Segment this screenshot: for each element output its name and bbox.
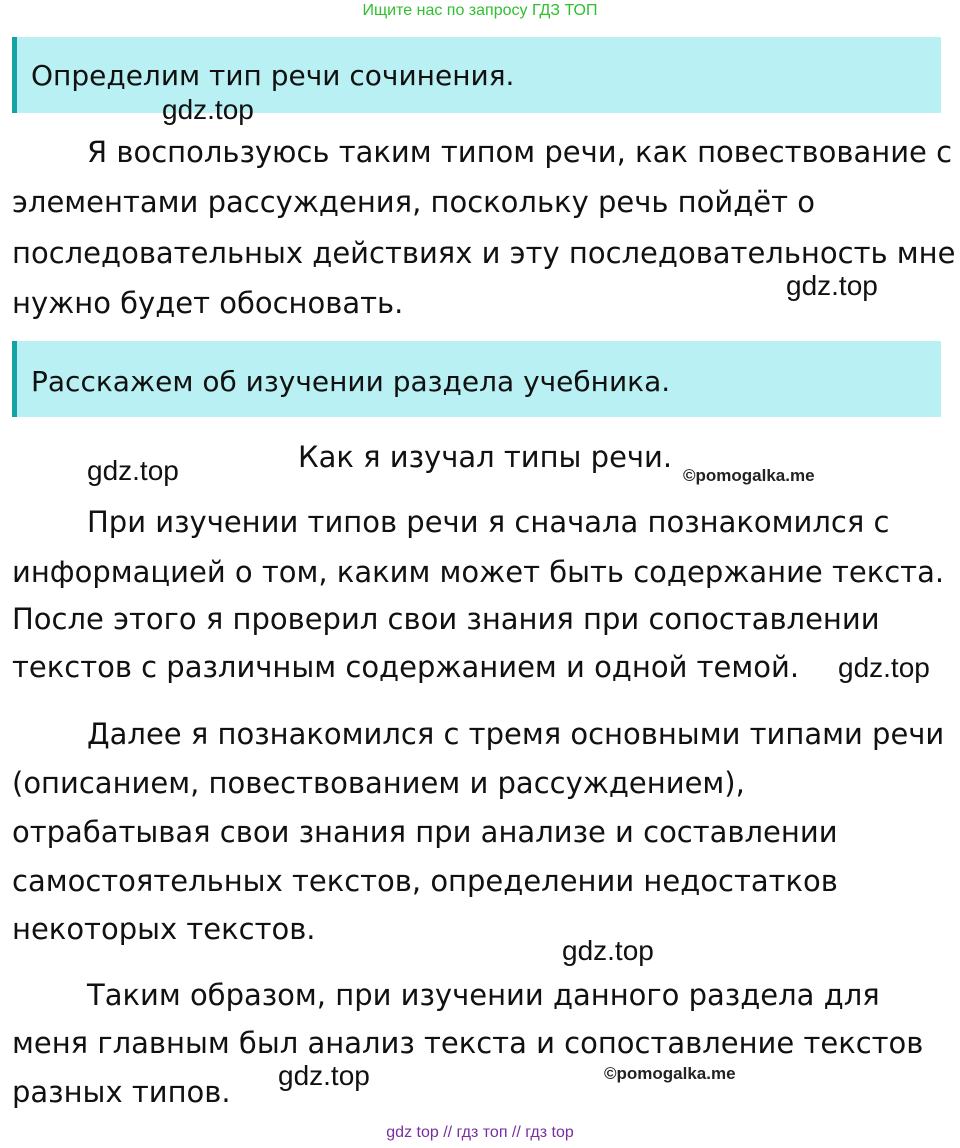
paragraph-line: После этого я проверил свои знания при сопоставлении (12, 602, 880, 636)
essay-title: Как я изучал типы речи. (298, 440, 673, 474)
watermark: gdz.top (162, 94, 254, 125)
watermark: gdz.top (838, 652, 930, 683)
heading-text: Расскажем об изучении раздела учебника. (31, 365, 671, 398)
paragraph-line: Далее я познакомился с тремя основными типами речи (87, 717, 945, 751)
paragraph-line: элементами рассуждения, поскольку речь пойдёт о (12, 185, 815, 219)
section-heading-textbook-study (12, 341, 941, 417)
paragraph-line: текстов с различным содержанием и одной темой. (12, 650, 800, 684)
paragraph-line: некоторых текстов. (12, 912, 316, 946)
copyright-mark: ©pomogalka.me (604, 1064, 736, 1083)
top-banner: Ищите нас по запросу ГДЗ ТОП (362, 2, 598, 19)
watermark: gdz.top (786, 270, 878, 301)
paragraph-line: информацией о том, каким может быть содержание текста. (12, 555, 945, 589)
paragraph-line: отрабатывая свои знания при анализе и составлении (12, 815, 838, 849)
paragraph-line: разных типов. (12, 1075, 231, 1109)
watermark: gdz.top (278, 1060, 370, 1091)
watermark: gdz.top (562, 935, 654, 966)
paragraph-line: При изучении типов речи я сначала познакомился с (87, 505, 890, 539)
paragraph-line: Таким образом, при изучении данного раздела для (87, 978, 880, 1012)
paragraph-line: самостоятельных текстов, определении недостатков (12, 864, 838, 898)
paragraph-line: последовательных действиях и эту последовательность мне (12, 236, 956, 270)
footer-links: gdz top // гдз топ // гдз top (386, 1124, 574, 1141)
paragraph-line: нужно будет обосновать. (12, 286, 404, 320)
section-heading-type-of-speech (12, 37, 941, 113)
copyright-mark: ©pomogalka.me (683, 466, 815, 485)
paragraph-line: меня главным был анализ текста и сопоставление текстов (12, 1026, 924, 1060)
paragraph-line: Я воспользуюсь таким типом речи, как повествование с (87, 135, 953, 169)
heading-text: Определим тип речи сочинения. (31, 59, 515, 92)
paragraph-line: (описанием, повествованием и рассуждением), (12, 766, 745, 800)
watermark: gdz.top (87, 455, 179, 486)
